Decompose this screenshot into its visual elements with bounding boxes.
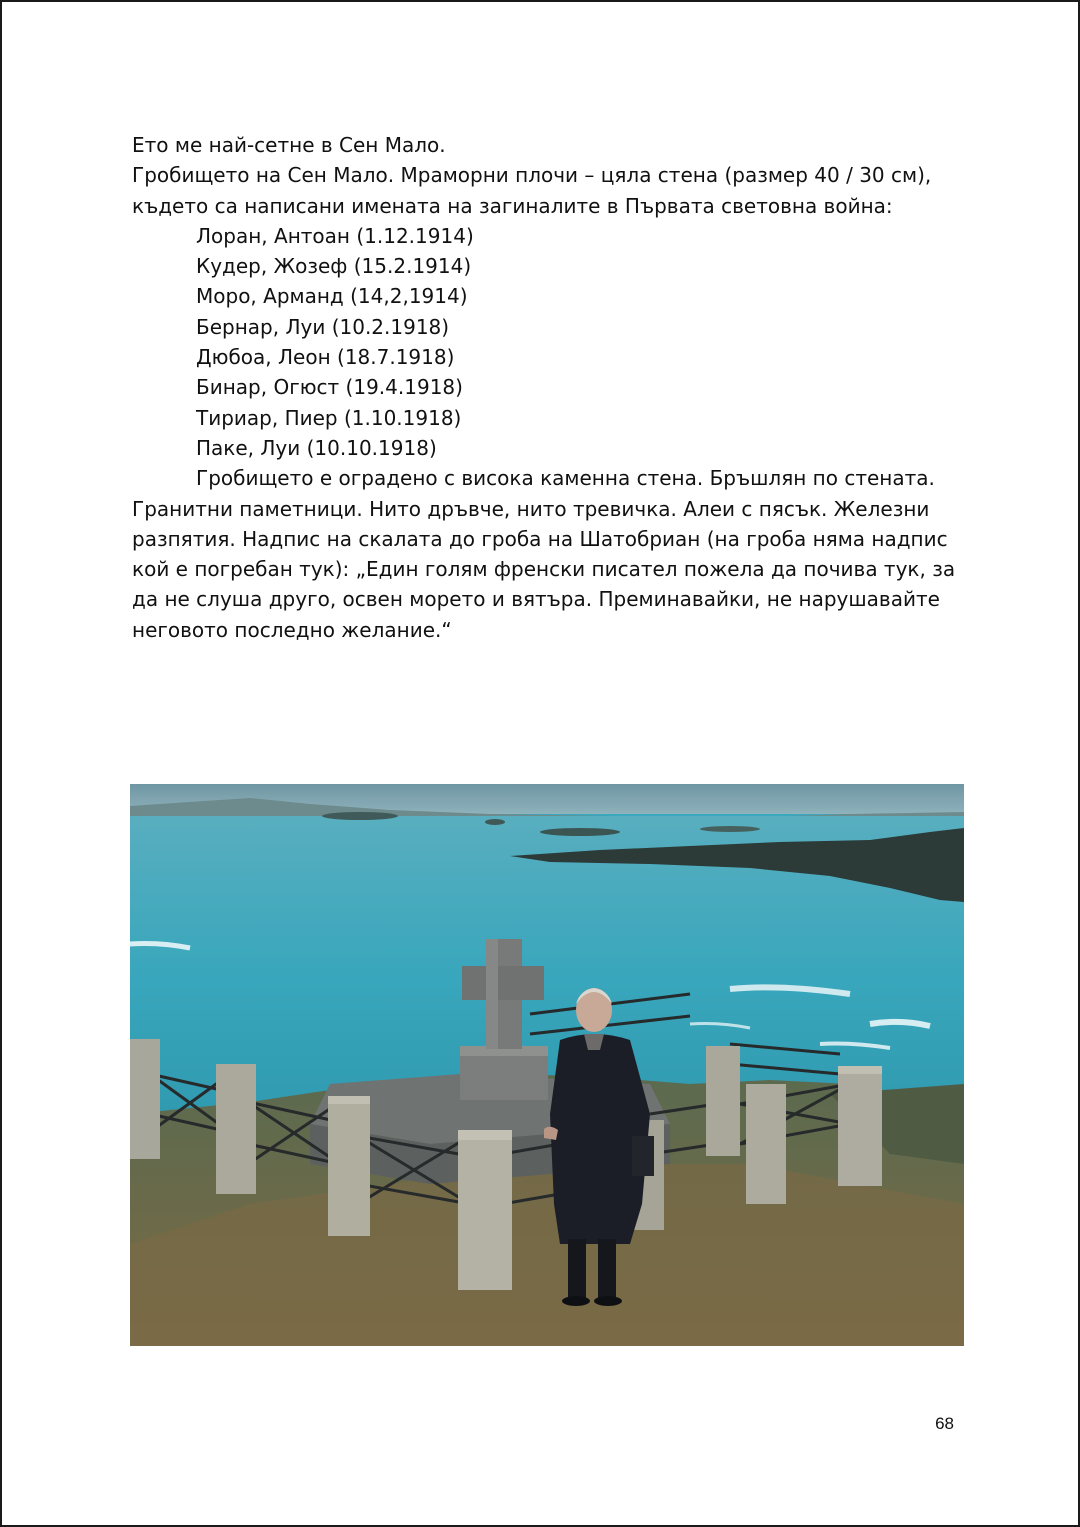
list-item: Бинар, Огюст (19.4.1918) — [196, 375, 463, 400]
cross-base — [460, 1052, 548, 1100]
granite-post — [458, 1130, 512, 1290]
island — [700, 826, 760, 832]
list-item: Бернар, Луи (10.2.1918) — [196, 314, 450, 339]
granite-post — [328, 1096, 370, 1104]
paragraph-cemetery: Гробището на Сен Мало. Мраморни плочи – цяла стена (размер 40 / 30 см), където са написани имената на загиналите в Първата световна война: — [132, 163, 932, 218]
granite-post — [130, 1039, 160, 1159]
granite-post — [838, 1066, 882, 1186]
man-leg — [598, 1239, 616, 1299]
granite-post — [838, 1066, 882, 1074]
list-item: Лоран, Антоан (1.12.1914) — [196, 223, 474, 248]
grave-photo — [130, 784, 964, 1346]
granite-post — [706, 1046, 740, 1156]
list-item: Паке, Луи (10.10.1918) — [196, 435, 437, 460]
man-hat — [632, 1136, 654, 1176]
list-item: Тириар, Пиер (1.10.1918) — [196, 405, 462, 430]
cross-highlight — [486, 939, 498, 1049]
list-item: Моро, Арманд (14,2,1914) — [196, 284, 468, 309]
man-shoe — [562, 1296, 590, 1306]
man-hand — [544, 1127, 558, 1140]
man-shoe — [594, 1296, 622, 1306]
list-item: Дюбоа, Леон (18.7.1918) — [196, 345, 455, 370]
granite-post — [216, 1064, 256, 1194]
island — [485, 819, 505, 825]
body-text — [132, 130, 962, 645]
granite-post — [328, 1096, 370, 1236]
page-number: 68 — [935, 1414, 954, 1433]
names-list — [132, 221, 962, 463]
granite-post — [746, 1084, 786, 1204]
list-item: Кудер, Жозеф (15.2.1914) — [196, 254, 472, 279]
island — [322, 812, 398, 820]
granite-post — [458, 1130, 512, 1140]
island — [540, 828, 620, 836]
opening-line: Ето ме най-сетне в Сен Мало. — [132, 133, 446, 157]
man-leg — [568, 1239, 586, 1299]
paragraph-chateaubriand: Гробището е оградено с висока каменна стена. Бръшлян по стената. Гранитни паметници. Нито дръвче, нито тревичка. Алеи с пясък. Железни разпятия. Надпис на скалата до гроба на Шатобриан (на гроба няма надпис кой е погребан тук): „Един голям френски писател пожела да почива тук, за да не слуша друго, освен морето и вятъра. Преминавайки, не нарушавайте неговото последно желание.“ — [132, 466, 956, 642]
cross-arm — [462, 966, 544, 1000]
